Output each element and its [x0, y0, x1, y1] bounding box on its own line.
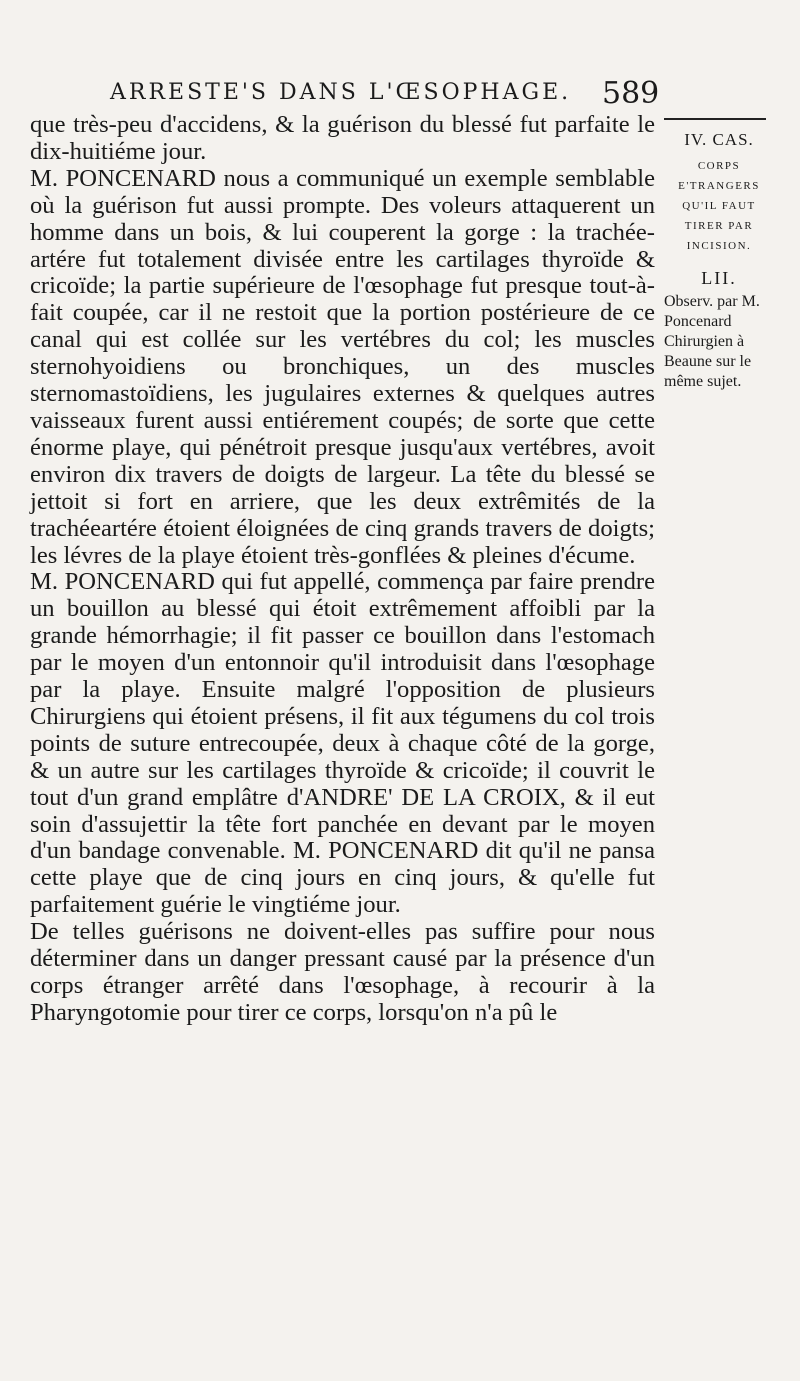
- margin-rule: [664, 118, 766, 120]
- paragraph: M. PONCENARD qui fut appellé, commença par faire prendre un bouillon au blessé qui étoit extrêmement affoibli par la grande hémorrhagie; il fit passer ce bouillon dans l'estomach par le moyen d'un entonnoir qu'il introduisit dans l'œsophage par la playe. Ensuite malgré l'opposition de plusieurs Chirurgiens qui étoient présens, il fit aux tégumens du col trois points de suture entrecoupée, deux à chaque côté de la gorge, & un autre sur les cartilages thyroïde & cricoïde; il couvrit le tout d'un grand emplâtre d'ANDRE' DE LA CROIX, & il eut soin d'assujettir la tête fort panchée en devant par le moyen d'un bandage convenable. M. PONCENARD dit qu'il ne pansa cette playe que de cinq jours en cinq jours, & qu'elle fut parfaitement guérie le vingtiéme jour.: [30, 568, 655, 919]
- page-number: 589: [602, 76, 660, 111]
- margin-note-body: CORPS E'TRANGERS QU'IL FAUT TIRER PAR INCISION.: [678, 160, 760, 252]
- paragraph: De telles guérisons ne doivent-elles pas suffire pour nous déterminer dans un danger pressant causé par la présence d'un corps étranger arrêté dans l'œsophage, à recourir à la Pharyngotomie pour tirer ce corps, lorsqu'on n'a pû le: [30, 918, 655, 1026]
- paragraph: M. PONCENARD nous a communiqué un exemple semblable où la guérison fut aussi prompte. Des voleurs attaquerent un homme dans un bois, & lui couperent la gorge : la trachée-artére fut totalement divisée entre les cartilages thyroïde & cricoïde; la partie supérieure de l'œsophage fut presque tout-à-fait coupée, car il ne restoit que la portion postérieure de ce canal qui est collée sur les vertébres du col; les muscles sternohyoidiens ou bronchiques, un des muscles sternomastoïdiens, les jugulaires externes & quelques autres vaisseaux furent aussi entiérement coupés; de sorte que cette énorme playe, qui pénétroit presque jusqu'aux vertébres, avoit environ dix travers de doigts de largeur. La tête du blessé se jettoit si fort en arriere, que les deux extrêmités de la trachéeartére étoient éloignées de cinq grands travers de doigts; les lévres de la playe étoient très-gonflées & pleines d'écume.: [30, 164, 655, 569]
- body-text: [30, 112, 655, 1027]
- margin-note-sub: LII.: [701, 268, 737, 288]
- paragraph: que très-peu d'accidens, & la guérison du blessé fut parfaite le dix-huitiéme jour.: [30, 111, 655, 165]
- running-head: ARRESTE'S DANS L'ŒSOPHAGE.: [110, 80, 572, 105]
- margin-notes: [664, 118, 774, 392]
- margin-note-sub-body: Observ. par M. Poncenard Chirurgien à Beaune sur le même sujet.: [664, 293, 760, 390]
- margin-note-title: IV. CAS.: [684, 130, 754, 149]
